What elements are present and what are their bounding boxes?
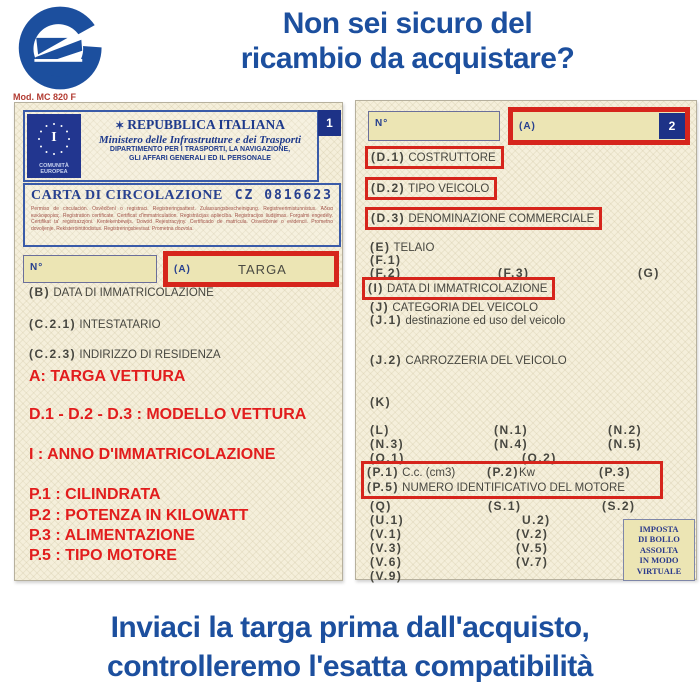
doc2-field-j [370,300,688,314]
field-v6-code: (V.6) [370,555,403,569]
field-f3-code: (F.3) [498,266,530,280]
doc2-field-d3-highlight [365,207,602,230]
republic-title [83,117,317,133]
eu-country-letter: I [51,130,57,145]
field-u2-code: U.2) [522,513,551,527]
field-v5-code: (V.5) [516,541,549,555]
field-j1-code: (J.1) [370,313,403,327]
eu-community-line1: COMUNITÀ [39,162,69,169]
doc2-field-e [370,240,688,254]
field-d1-label: COSTRUTTORE [408,152,496,164]
doc1-header-text [83,112,317,180]
doc1-page-number-badge: 1 [318,110,341,136]
field-p2-unit: Kw [518,467,535,479]
note-tipo-motore: P.5 : TIPO MOTORE [29,547,177,564]
field-v2-code: (V.2) [516,527,549,541]
field-o1-code: (O.1) [370,451,405,465]
doc2-row-n3-n4-n5 [370,437,688,451]
note-potenza: P.2 : POTENZA IN KILOWATT [29,507,249,524]
note-anno: I : ANNO D'IMMATRICOLAZIONE [29,446,276,463]
field-j-code: (J) [370,300,390,314]
field-n4-code: (N.4) [494,437,529,451]
doc2-p-fields-highlight [361,461,663,499]
field-d2-label: TIPO VEICOLO [408,183,490,195]
field-j1-label: destinazione ed uso del veicolo [405,315,566,327]
doc1-serial-number: CZ 0816623 [234,188,333,203]
note-alimentazione: P.3 : ALIMENTAZIONE [29,527,195,544]
field-f1-code: (F.1) [370,253,402,267]
brand-c-logo-icon [16,2,108,94]
page-title-line2: ricambio da acquistare? [240,42,575,76]
eu-community-line2: EUROPEA [40,169,68,176]
field-v1-code: (V.1) [370,527,403,541]
field-j2-code: (J.2) [370,353,403,367]
department-line2: GLI AFFARI GENERALI ED IL PERSONALE [129,154,271,162]
page-title-line1: Non sei sicuro del [282,7,533,40]
footer-call-to-action [0,608,700,686]
note-modello: D.1 - D.2 - D.3 : MODELLO VETTURA [29,406,307,423]
italy-emblem-icon: ✶ [115,120,125,132]
field-n1-code: (N.1) [494,423,529,437]
field-j2-label: CARROZZERIA DEL VEICOLO [405,355,567,367]
field-b-code: (B) [29,285,51,299]
field-u1-code: (U.1) [370,513,405,527]
field-c21-label: INTESTATARIO [79,319,161,331]
doc1-targa-label: TARGA [238,261,287,277]
field-d1-code: (D.1) [371,150,406,164]
doc2-field-i-highlight [362,277,555,300]
field-k-code: (K) [370,395,392,409]
note-cilindrata: P.1 : CILINDRATA [29,486,161,503]
page-title [125,6,690,77]
doc1-title: CARTA DI CIRCOLAZIONE [31,188,223,203]
field-f2-code: (F.2) [370,266,402,280]
field-d3-code: (D.3) [371,211,406,225]
field-s1-code: (S.1) [488,499,522,513]
field-i-label: DATA DI IMMATRICOLAZIONE [387,283,548,295]
field-q-code: (Q) [370,499,392,513]
brand-c-logo [16,2,108,94]
doc1-header-box [23,110,319,182]
doc1-targa-highlight-box [163,251,339,287]
doc2-row-p1-p2-p3 [367,465,655,480]
field-n3-code: (N.3) [370,437,405,451]
field-i-code: (I) [368,281,384,295]
field-p2 [487,465,535,479]
field-n5-code: (N.5) [608,437,643,451]
footer-line2: controlleremo l'esatta compatibilità [107,650,593,683]
department-line1: DIPARTIMENTO PER I TRASPORTI, LA NAVIGAZIONE, [109,146,291,153]
doc1-field-b [29,285,334,299]
doc2-n-field [368,111,500,141]
field-c21-code: (C.2.1) [29,317,77,331]
field-c23-label: INDIRIZZO DI RESIDENZA [79,349,221,361]
doc1-a-code: (A) [174,263,191,275]
doc1-title-box [23,183,341,247]
imposta-line2: DI BOLLO [638,534,680,545]
field-p5-code: (P.5) [367,480,399,494]
field-d3-label: DENOMINAZIONE COMMERCIALE [408,213,595,225]
doc2-field-f1 [370,253,688,267]
field-e-code: (E) [370,240,391,254]
field-b-label: DATA DI IMMATRICOLAZIONE [53,287,214,299]
field-e-label: TELAIO [393,242,435,254]
doc2-field-j2 [370,353,688,367]
imposta-line5: VIRTUALE [636,565,682,576]
field-v9-code: (V.9) [370,569,403,583]
field-g-code: (G) [638,266,660,280]
field-c23-code: (C.2.3) [29,347,77,361]
doc2-row-l-n1-n2 [370,423,688,437]
field-p1-unit: C.c. (cm3) [402,467,456,479]
field-d2-code: (D.2) [371,181,406,195]
field-n2-code: (N.2) [608,423,643,437]
doc2-field-d2-highlight [365,177,497,200]
doc2-field-j1 [370,313,688,327]
republic-title-text: REPUBBLICA ITALIANA [127,117,285,132]
doc1-n-label: N° [30,262,44,273]
field-p1-code: (P.1) [367,465,399,479]
field-s2-code: (S.2) [602,499,636,513]
doc2-field-k [370,395,688,409]
field-v7-code: (V.7) [516,555,549,569]
field-p3-code: (P.3) [599,465,631,479]
doc1-field-c23 [29,347,334,361]
doc2-row-q-s1-s2 [370,499,688,513]
field-p2-code: (P.2) [487,465,519,479]
field-v3-code: (V.3) [370,541,403,555]
registration-document-page2 [355,100,697,583]
doc2-row-p5 [367,480,655,494]
eu-community-label [27,163,81,176]
doc2-a-highlight-box [508,107,690,145]
note-targa: A: TARGA VETTURA [29,368,186,385]
imposta-di-bollo-box [623,519,695,581]
eu-flag-box [27,114,81,178]
field-p1 [367,465,455,479]
imposta-line1: IMPOSTA [639,524,679,535]
field-j-label: CATEGORIA DEL VEICOLO [392,302,539,314]
ministry-title: Ministero delle Infrastrutture e dei Trasporti [98,134,302,146]
doc2-page-number-badge: 2 [659,113,685,139]
doc1-field-c21 [29,317,334,331]
doc2-field-d1-highlight [365,146,504,169]
field-p5-label: NUMERO IDENTIFICATIVO DEL MOTORE [402,482,625,494]
footer-line1: Inviaci la targa prima dall'acquisto, [110,611,590,644]
form-model-label: Mod. MC 820 F [13,92,77,102]
field-o2-code: (O.2) [522,451,557,465]
doc2-a-code: (A) [519,120,536,132]
doc1-n-field [23,255,157,283]
doc1-multilingual-fineprint: Permiso de circulación. Osvědčení o registraci. Registreringsattest. Zulassungsbescheinigung. Registreerimistunnistus. Άδεια κυκλοφορίας. Registration certificate. Certificat d'immatriculation. Registrācijas apliecība. Registracijos liudijimas. Forgalmi engedély. Ċertifikat ta' reġistrazzjoni. Kentekenbewijs. Dowód Rejestracyjny. Certificado de matrícula. Osvedčenie o evidencii. Prometno dovoljenje. Rekisteröintitodistus. Registreringsbevisat. Prometna dozvola. [31,206,333,232]
doc2-n-label: N° [375,118,389,129]
imposta-line4: IN MODO [639,555,679,566]
registration-document-page1 [14,102,343,581]
field-l-code: (L) [370,423,390,437]
imposta-line3: ASSOLTA [639,544,679,555]
